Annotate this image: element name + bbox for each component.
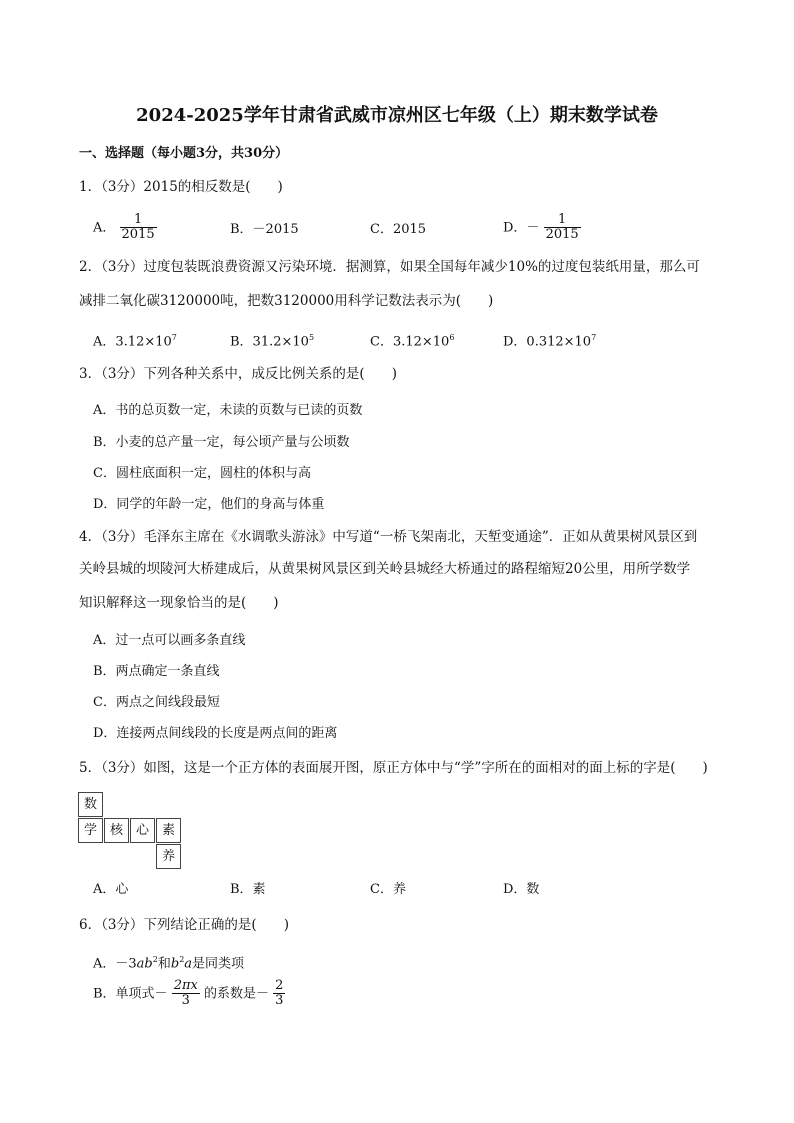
q2-option-d-base: D．0.312×10 <box>503 334 592 350</box>
q2-option-a-exponent: 7 <box>171 333 177 342</box>
q3-option-d: D．同学的年龄一定，他们的身高与体重 <box>93 497 325 512</box>
question-2-line-1: 2．（3分）过度包装既浪费资源又污染环境．据测算，如果全国每年减少10%的过度包装纸用量，那么可 <box>79 259 700 275</box>
q1-option-c: C．2015 <box>370 222 427 237</box>
q5-option-a: A．心 <box>93 882 129 897</box>
q4-option-c: C．两点之间线段最短 <box>93 695 220 710</box>
question-4-line-1: 4．（3分）毛泽东主席在《水调歌头游泳》中写道“一桥飞架南北，天堑变通途”．正如从黄果树风景区到 <box>79 529 698 545</box>
fraction-numerator: 2 <box>275 978 284 993</box>
q1-option-d-label: D．－ <box>503 220 540 236</box>
q6-option-a-exponent-1: 2 <box>152 955 158 964</box>
fraction-denominator: 3 <box>275 993 284 1009</box>
q6-option-a-term1: ab <box>136 956 153 972</box>
q2-option-a <box>93 333 177 351</box>
cube-net-face: 核 <box>104 818 129 843</box>
q6-option-a <box>93 955 244 973</box>
cube-net-face: 养 <box>156 844 181 869</box>
q5-option-c: C．养 <box>370 882 406 897</box>
question-6-stem: 6．（3分）下列结论正确的是( ) <box>79 917 289 933</box>
q3-option-c: C．圆柱底面积一定，圆柱的体积与高 <box>93 466 311 481</box>
question-2-line-2: 减排二氧化碳3120000吨，把数3120000用科学记数法表示为( ) <box>79 293 494 309</box>
question-5-stem: 5．（3分）如图，这是一个正方体的表面展开图，原正方体中与“学”字所在的面相对的面上标的字是( ) <box>79 760 708 776</box>
fraction-numerator: 1 <box>120 213 157 228</box>
q3-option-b: B．小麦的总产量一定，每公顷产量与公顷数 <box>93 435 350 450</box>
q3-option-a: A．书的总页数一定，未读的页数与已读的页数 <box>93 403 363 418</box>
cube-net-face: 学 <box>78 818 103 843</box>
section-heading: 一、选择题（每小题3分，共30分） <box>79 146 289 161</box>
q6-option-b <box>93 979 285 1009</box>
cube-net-figure <box>78 792 183 872</box>
question-4-line-2: 关岭县城的坝陵河大桥建成后，从黄果树风景区到关岭县城经大桥通过的路程缩短20公里，用所学数学 <box>79 561 691 577</box>
q2-option-c <box>370 333 454 351</box>
q5-option-d: D．数 <box>503 882 540 897</box>
q2-option-b <box>230 333 314 351</box>
q2-option-a-base: A．3.12×10 <box>93 334 172 350</box>
q4-option-b: B．两点确定一条直线 <box>93 664 220 679</box>
q1-option-b: B．－2015 <box>230 222 299 237</box>
cube-net-face: 素 <box>156 818 181 843</box>
q5-option-b: B．素 <box>230 882 266 897</box>
cube-net-face: 心 <box>130 818 155 843</box>
q2-option-b-base: B．31.2×10 <box>230 334 309 350</box>
q4-option-d: D．连接两点间线段的长度是两点间的距离 <box>93 726 338 741</box>
q6-option-a-suffix: 是同类项 <box>192 956 245 972</box>
q6-option-b-fraction-1 <box>172 979 200 1009</box>
q2-option-d <box>503 333 596 351</box>
q6-option-a-term2-b: b <box>170 956 180 972</box>
q4-option-a: A．过一点可以画多条直线 <box>93 633 246 648</box>
fraction-numerator: 1 <box>544 213 581 228</box>
question-4-line-3: 知识解释这一现象恰当的是( ) <box>79 595 279 611</box>
q6-option-b-middle: 的系数是－ <box>204 986 270 1002</box>
q2-option-d-exponent: 7 <box>591 333 597 342</box>
question-3-stem: 3．（3分）下列各种关系中，成反比例关系的是( ) <box>79 366 397 382</box>
question-1-stem: 1．（3分）2015的相反数是( ) <box>79 179 283 195</box>
q1-option-a <box>93 213 157 243</box>
q6-option-a-prefix: A．－3 <box>93 956 137 972</box>
q1-option-d-fraction <box>544 213 581 243</box>
q6-option-a-conjunction: 和 <box>157 956 171 972</box>
fraction-denominator: 2015 <box>545 227 579 243</box>
fraction-denominator: 2015 <box>121 227 155 243</box>
cube-net-face: 数 <box>78 792 103 817</box>
fraction-denominator: 3 <box>181 993 190 1009</box>
q6-option-b-prefix: B．单项式－ <box>93 986 168 1002</box>
q2-option-c-base: C．3.12×10 <box>370 334 450 350</box>
q6-option-b-fraction-2 <box>273 979 285 1009</box>
page-title: 2024-2025学年甘肃省武威市凉州区七年级（上）期末数学试卷 <box>136 105 658 126</box>
q1-option-a-fraction <box>120 213 157 243</box>
q2-option-c-exponent: 6 <box>449 333 455 342</box>
q6-option-a-term2-a: a <box>184 956 193 972</box>
q1-option-a-label: A． <box>93 220 116 236</box>
q2-option-b-exponent: 5 <box>308 333 315 342</box>
q6-option-a-exponent-2: 2 <box>179 955 185 964</box>
fraction-numerator: 2πx <box>173 978 198 993</box>
q1-option-d <box>503 213 581 243</box>
